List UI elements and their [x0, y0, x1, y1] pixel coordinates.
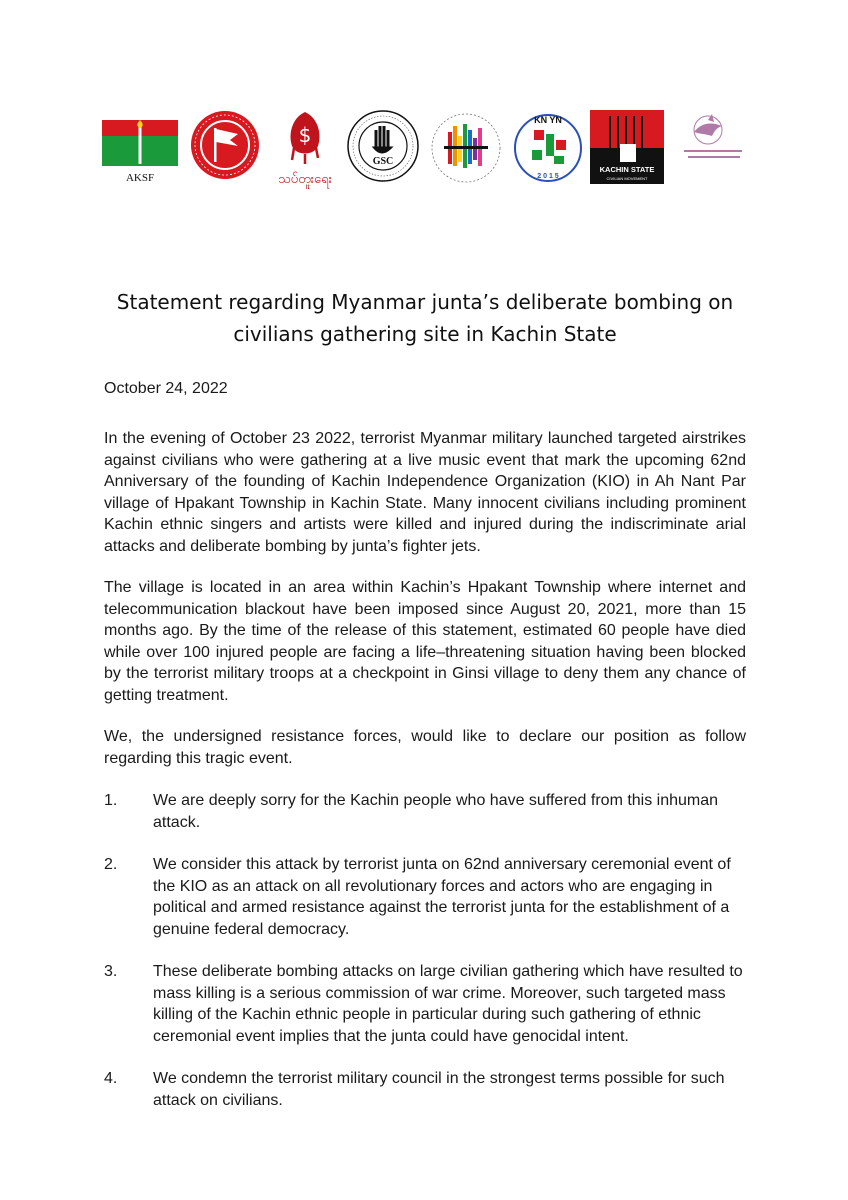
list-item-text: These deliberate bombing attacks on large civilian gathering which have resulted to mass killing is a serious commission of war crime. Moreover, such targeted mass killing of the Kachin ethnic people in particular during such gathering of ethnic ceremonial event implies that the junta could have genocidal intent.: [153, 963, 743, 1045]
statement-document: [104, 286, 746, 1132]
list-item-text: We consider this attack by terrorist junta on 62nd anniversary ceremonial event of the KIO as an attack on all revolutionary forces and actors who are engaging in political and armed resistance against the terrorist junta for the establishment of a genuine federal democracy.: [153, 856, 731, 938]
knyn-label: KN YN: [534, 115, 562, 125]
list-item-text: We are deeply sorry for the Kachin people who have suffered from this inhuman attack.: [153, 792, 719, 831]
list-item-number: 4.: [104, 1070, 118, 1087]
statement-title: [90, 286, 760, 350]
list-item-number: 1.: [104, 792, 118, 809]
list-item: [104, 1068, 746, 1111]
gsc-letters: GSC: [372, 156, 394, 167]
svg-text:$: $: [298, 123, 312, 147]
kachin-state-logo: [590, 110, 664, 184]
kachin-sub: CIVILIAN MOVEMENT: [606, 176, 648, 181]
list-item: [104, 961, 746, 1047]
logo-row: [100, 104, 750, 196]
strike-logo: [272, 108, 338, 192]
list-item-text: We condemn the terrorist military council in the strongest terms possible for such attack on civilians.: [153, 1070, 725, 1109]
gscn-logo: [428, 110, 504, 186]
paragraph-3: We, the undersigned resistance forces, would like to declare our position as follow regarding this tragic event.: [104, 728, 746, 767]
paragraph-2: The village is located in an area within Kachin’s Hpakant Township where internet and telecommunication blackout have been imposed since August 20, 2021, more than 15 months ago. By the time of the release of this statement, estimated 60 people have died while over 100 injured people are facing a life–threatening situation having been blocked by the terrorist military troops at a checkpoint in Ginsi village to deny them any chance of getting treatment.: [104, 579, 746, 704]
gsc-logo: [346, 108, 420, 184]
strike-label: သပ်တူးရေး: [278, 172, 332, 187]
title-line-2: civilians gathering site in Kachin State: [233, 322, 617, 346]
list-item-number: 3.: [104, 963, 118, 980]
aksf-label: AKSF: [125, 172, 155, 184]
kachin-label: KACHIN STATE: [599, 165, 655, 174]
mass-movement-logo: [190, 110, 260, 180]
list-item: [104, 854, 746, 940]
knyn-year: 2 0 1 5: [537, 173, 559, 180]
statement-date: October 24, 2022: [104, 380, 228, 397]
position-list: [104, 790, 746, 1111]
list-item-number: 2.: [104, 856, 118, 873]
title-line-1: Statement regarding Myanmar junta’s deliberate bombing on: [116, 290, 734, 314]
list-item: [104, 790, 746, 833]
paragraph-1: In the evening of October 23 2022, terrorist Myanmar military launched targeted airstrikes against civilians who were gathering at a live music event that mark the upcoming 62nd Anniversary of the founding of Kachin Independence Organization (KIO) in Ah Nant Par village of Hpakant Township in Kachin State. Many innocent civilians including prominent Kachin ethnic singers and artists were killed and injured during the indiscriminate arial attacks and deliberate bombing by junta’s fighter jets.: [104, 430, 746, 555]
bird-logo: [678, 110, 748, 176]
aksf-logo: [102, 118, 178, 184]
knyn-logo: [510, 106, 586, 186]
